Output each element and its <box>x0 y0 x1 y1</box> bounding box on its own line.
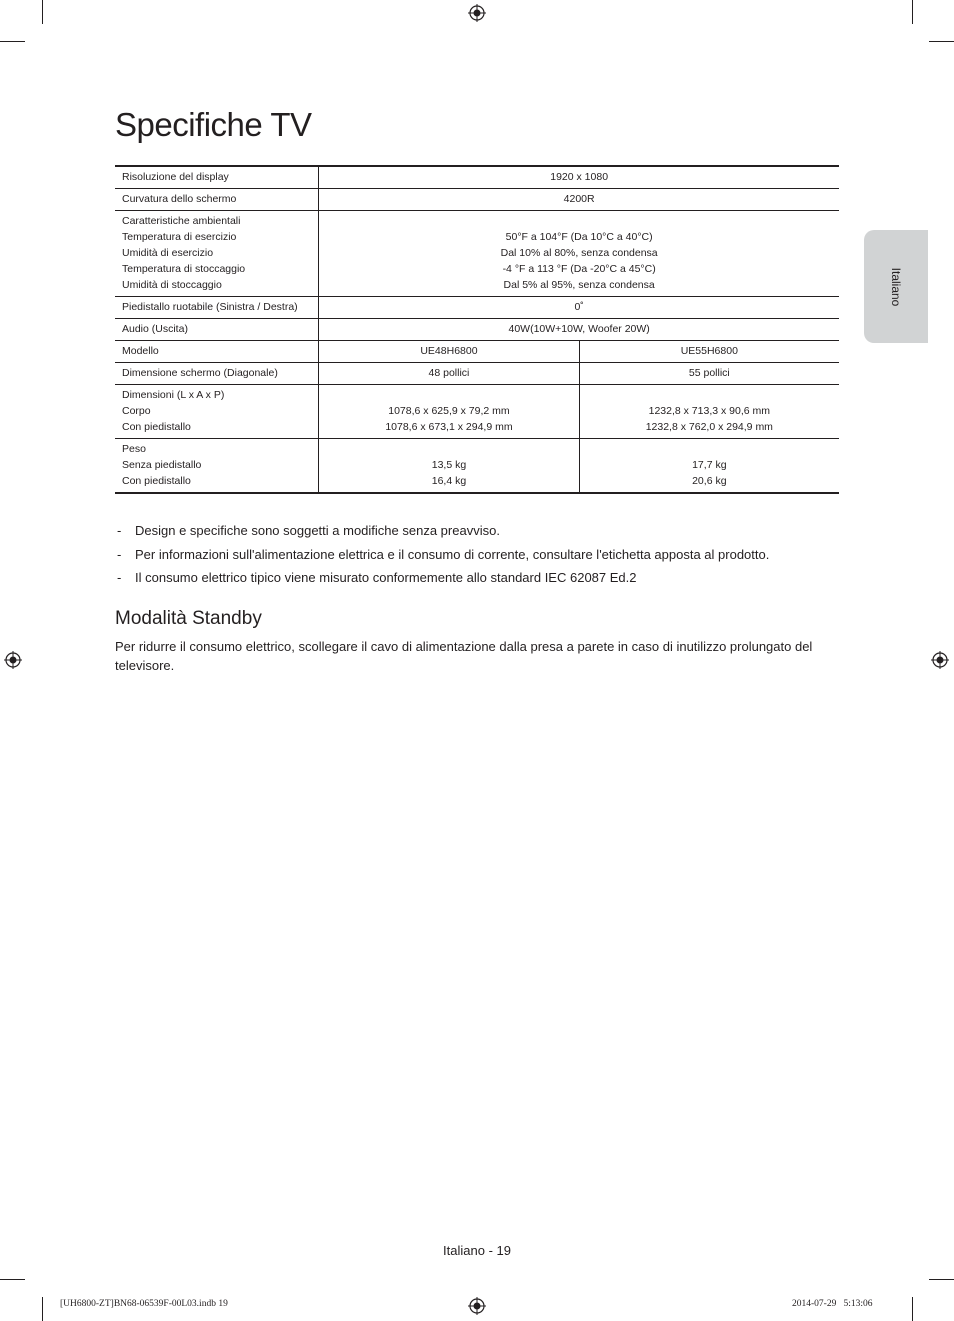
table-row <box>115 211 839 297</box>
row-label <box>115 385 319 439</box>
value-line: 16,4 kg <box>431 475 467 487</box>
table-row <box>115 189 839 211</box>
crop-mark <box>42 1297 43 1321</box>
registration-target-icon <box>468 1297 486 1315</box>
label-line: Umidità di esercizio <box>122 247 214 259</box>
list-item <box>115 569 839 593</box>
table-row <box>115 385 839 439</box>
row-value: 40W(10W+10W, Woofer 20W) <box>319 319 839 341</box>
row-label: Dimensione schermo (Diagonale) <box>115 363 319 385</box>
value-line: Dal 10% al 80%, senza condensa <box>500 247 658 259</box>
table-row <box>115 166 839 189</box>
page-footer: Italiano - 19 <box>443 1243 511 1258</box>
section-title: Modalità Standby <box>115 608 262 629</box>
crop-mark <box>0 1279 25 1280</box>
label-line: Caratteristiche ambientali <box>122 215 241 227</box>
row-value <box>579 439 839 494</box>
table-row <box>115 363 839 385</box>
value-line: 1232,8 x 762,0 x 294,9 mm <box>645 421 773 433</box>
row-value <box>319 439 579 494</box>
print-slug-left: [UH6800-ZT]BN68-06539F-00L03.indb 19 <box>60 1299 228 1309</box>
table-row <box>115 439 839 494</box>
note-text: Design e specifiche sono soggetti a modifiche senza preavviso. <box>135 523 500 538</box>
note-text: Il consumo elettrico tipico viene misurato conformemente allo standard IEC 62087 Ed.2 <box>135 570 637 585</box>
value-line: Dal 5% al 95%, senza condensa <box>503 279 655 291</box>
note-text: Per informazioni sull'alimentazione elettrica e il consumo di corrente, consultare l'etichetta apposta al prodotto. <box>135 546 770 562</box>
list-marker: - <box>117 570 122 585</box>
crop-mark <box>912 1297 913 1321</box>
value-line: 20,6 kg <box>692 475 727 487</box>
list-marker: - <box>117 546 122 562</box>
label-line: Peso <box>122 443 146 455</box>
row-value: 55 pollici <box>579 363 839 385</box>
row-label: Curvatura dello schermo <box>115 189 319 211</box>
list-item <box>115 546 839 570</box>
table-row <box>115 319 839 341</box>
row-value <box>319 385 579 439</box>
label-line: Dimensioni (L x A x P) <box>122 389 225 401</box>
language-side-tab <box>864 230 928 343</box>
crop-mark <box>42 0 43 24</box>
label-line: Con piedistallo <box>122 475 191 487</box>
row-value <box>319 211 839 297</box>
list-item <box>115 522 839 546</box>
crop-mark <box>0 41 25 42</box>
notes-list <box>115 522 839 593</box>
registration-target-icon <box>4 651 22 669</box>
crop-mark <box>912 0 913 24</box>
row-label <box>115 211 319 297</box>
row-label: Piedistallo ruotabile (Sinistra / Destra) <box>115 297 319 319</box>
label-line: Corpo <box>122 405 151 417</box>
crop-mark <box>929 1279 954 1280</box>
row-value: 48 pollici <box>319 363 579 385</box>
side-tab-label: Italiano <box>889 267 903 306</box>
table-row <box>115 341 839 363</box>
print-slug-right: 2014-07-29 5:13:06 <box>792 1299 873 1309</box>
row-label: Audio (Uscita) <box>115 319 319 341</box>
crop-mark <box>929 41 954 42</box>
value-line: -4 °F a 113 °F (Da -20°C a 45°C) <box>502 263 656 275</box>
label-line: Umidità di stoccaggio <box>122 279 222 291</box>
row-label: Modello <box>115 341 319 363</box>
label-line: Con piedistallo <box>122 421 191 433</box>
row-value: 0˚ <box>319 297 839 319</box>
row-label <box>115 439 319 494</box>
label-line: Senza piedistallo <box>122 459 202 471</box>
row-value: UE55H6800 <box>579 341 839 363</box>
value-line: 50°F a 104°F (Da 10°C a 40°C) <box>505 231 653 243</box>
value-line: 1078,6 x 673,1 x 294,9 mm <box>385 421 513 433</box>
list-marker: - <box>117 523 122 538</box>
table-row <box>115 297 839 319</box>
row-label: Risoluzione del display <box>122 171 229 183</box>
page-title: Specifiche TV <box>115 106 312 143</box>
value-line: 1232,8 x 713,3 x 90,6 mm <box>648 405 771 417</box>
row-value <box>579 385 839 439</box>
registration-target-icon <box>931 651 949 669</box>
value-line: 1078,6 x 625,9 x 79,2 mm <box>388 405 510 417</box>
row-value: UE48H6800 <box>319 341 579 363</box>
value-line: 17,7 kg <box>692 459 727 471</box>
spec-table <box>115 165 839 494</box>
row-value: 4200R <box>319 189 839 211</box>
label-line: Temperatura di esercizio <box>122 231 237 243</box>
row-value: 1920 x 1080 <box>319 166 839 189</box>
section-text: Per ridurre il consumo elettrico, scollegare il cavo di alimentazione dalla presa a parete in caso di inutilizzo prolungato del televisore. <box>115 639 813 673</box>
value-line: 13,5 kg <box>431 459 467 471</box>
registration-target-icon <box>468 4 486 22</box>
label-line: Temperatura di stoccaggio <box>122 263 246 275</box>
